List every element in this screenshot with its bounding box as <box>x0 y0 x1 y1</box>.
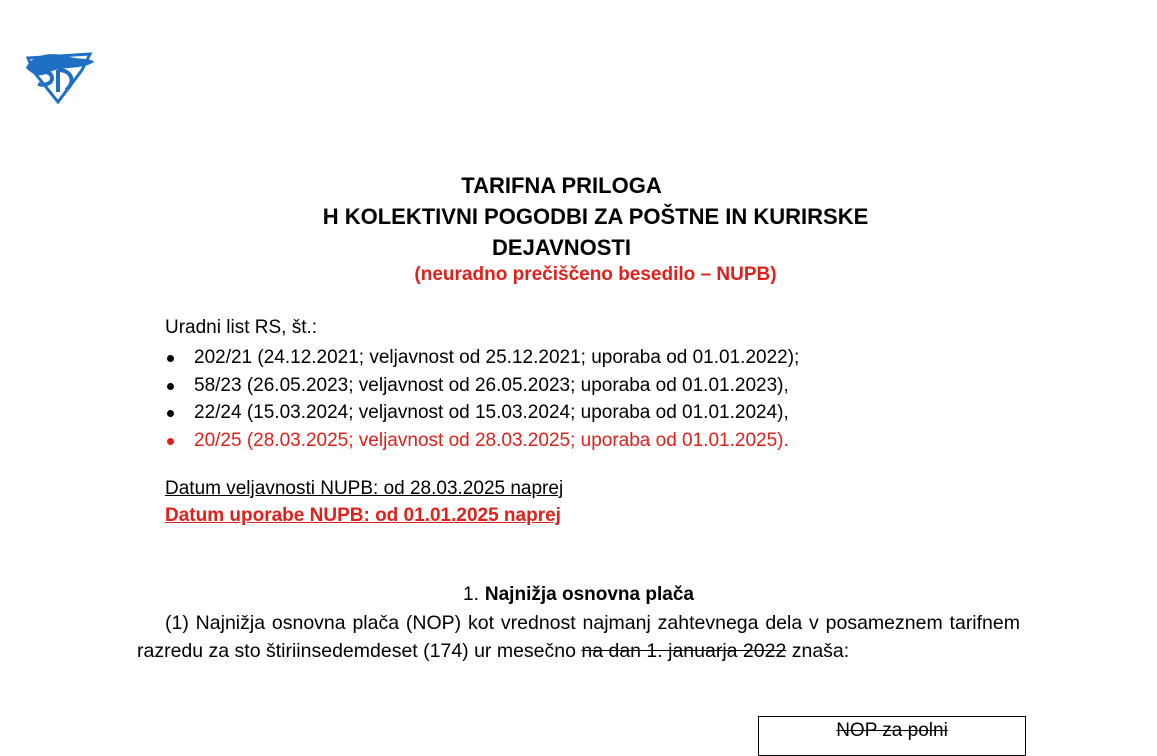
paragraph-text: (1) Najnižja osnovna plača (NOP) kot vrednost najmanj zahtevnega dela v posameznem tarifnem razredu za sto štiriinsedemdeset (174) ur mesečno <box>137 612 1020 662</box>
gazette-label: Uradni list RS, št.: <box>165 317 318 338</box>
union-logo-icon <box>22 48 96 104</box>
document-subtitle: (neuradno prečiščeno besedilo – NUPB) <box>414 264 777 285</box>
gazette-list <box>165 344 799 454</box>
document-title-line2: H KOLEKTIVNI POGODBI ZA POŠTNE IN KURIRSKE <box>322 204 869 229</box>
section-paragraph <box>137 609 1020 665</box>
list-item: 58/23 (26.05.2023; veljavnost od 26.05.2023; uporaba od 01.01.2023), <box>165 372 799 400</box>
document-title-line3: DEJAVNOSTI <box>492 235 631 260</box>
validity-date: Datum veljavnosti NUPB: od 28.03.2025 naprej <box>165 478 564 499</box>
table-header-struck: NOP za polni <box>836 720 948 741</box>
list-item: 20/25 (28.03.2025; veljavnost od 28.03.2025; uporaba od 01.01.2025). <box>165 427 799 455</box>
nop-table-header <box>758 716 1026 756</box>
usage-date: Datum uporabe NUPB: od 01.01.2025 naprej <box>165 505 561 526</box>
list-item: 22/24 (15.03.2024; veljavnost od 15.03.2024; uporaba od 01.01.2024), <box>165 399 799 427</box>
paragraph-end: znaša: <box>791 640 850 662</box>
section-heading <box>0 584 1157 606</box>
struck-text: na dan 1. januarja 2022 <box>581 640 787 662</box>
section-title: Najnižja osnovna plača <box>484 584 694 605</box>
document-title-line1: TARIFNA PRILOGA <box>461 173 662 198</box>
list-item: 202/21 (24.12.2021; veljavnost od 25.12.2021; uporaba od 01.01.2022); <box>165 344 799 372</box>
section-number: 1. <box>463 584 479 605</box>
